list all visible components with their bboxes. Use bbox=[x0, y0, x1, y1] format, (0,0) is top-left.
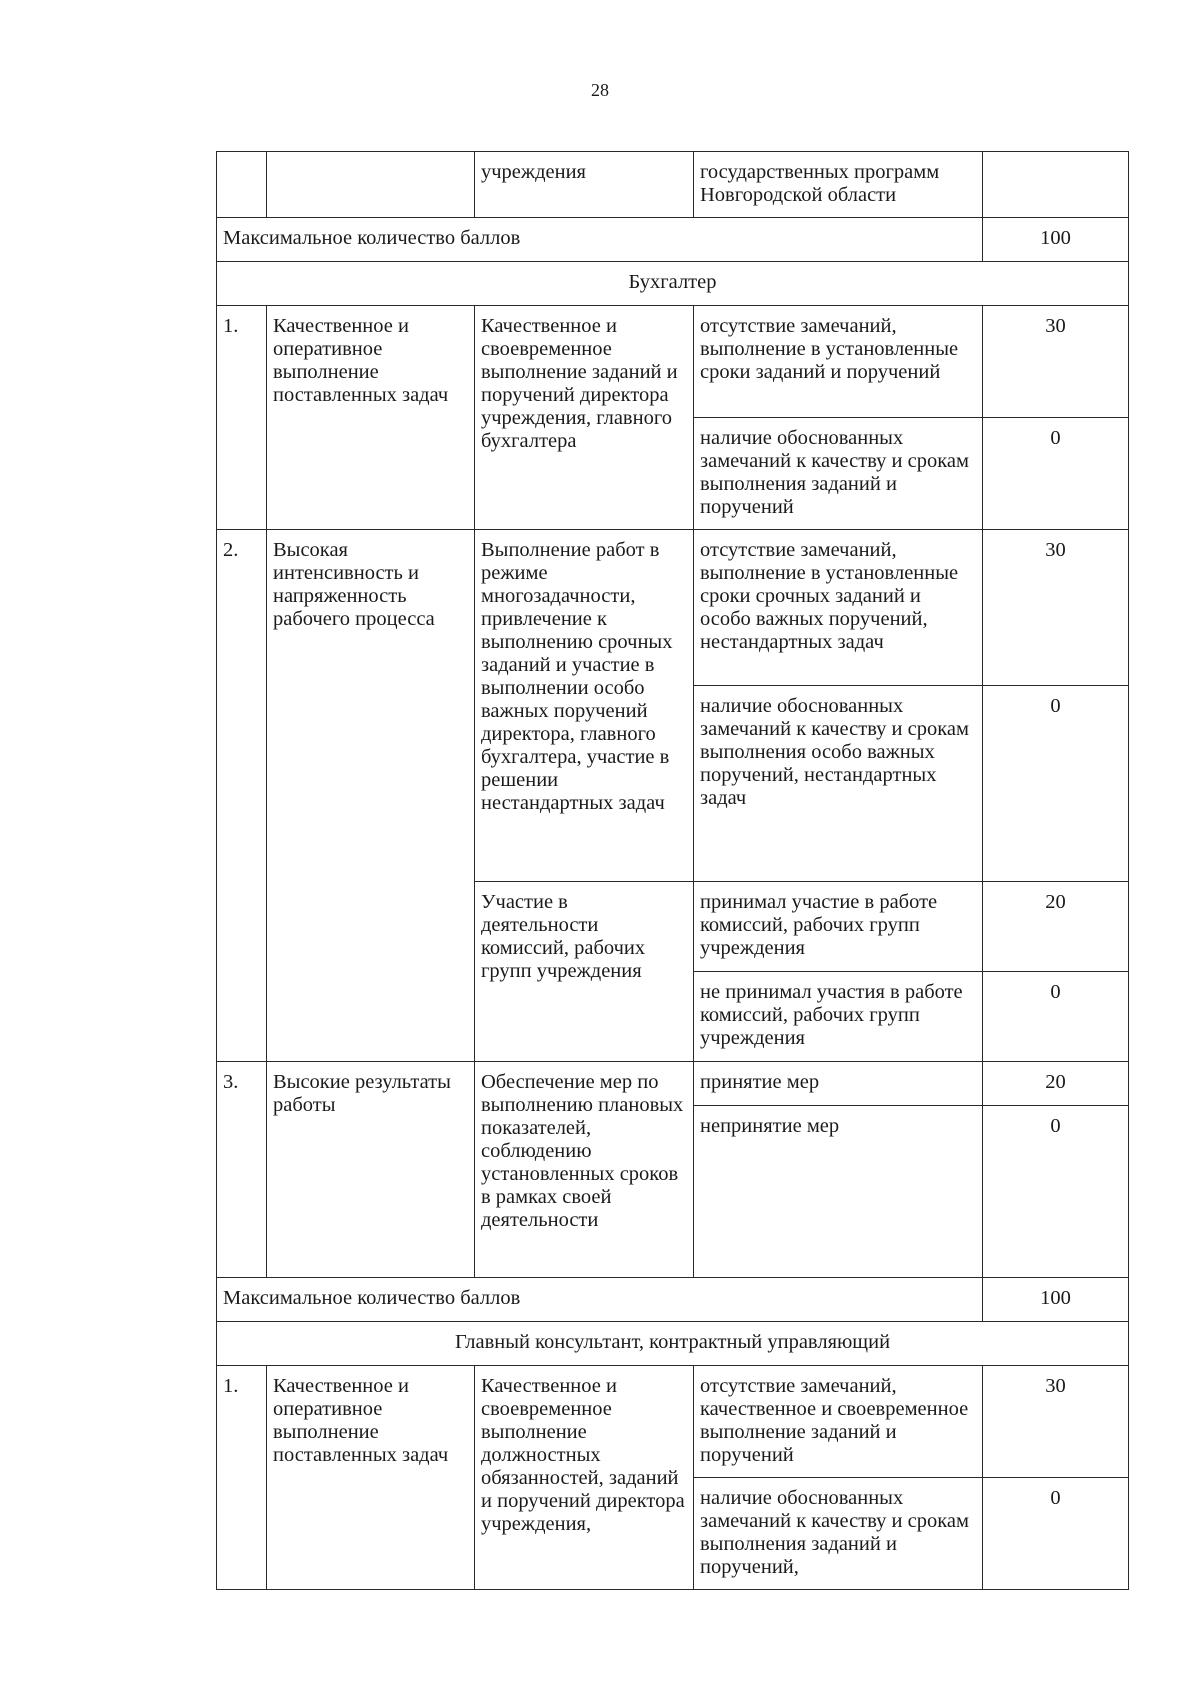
criterion-indicator: Выполнение работ в режиме многозадачности, привлечение к выполнению срочных заданий и участие в выполнении особо важных поручений директора, главного бухгалтера, участие в решении нестандартных задач bbox=[475, 530, 694, 882]
assessment-points: 20 bbox=[983, 1062, 1129, 1106]
section-header-row bbox=[217, 262, 1129, 306]
criterion-number: 2. bbox=[217, 530, 267, 1062]
table-cell: учреждения bbox=[475, 152, 694, 218]
assessment-points: 20 bbox=[983, 882, 1129, 972]
assessment-text: отсутствие замечаний, выполнение в установленные сроки срочных заданий и особо важных поручений, нестандартных задач bbox=[694, 530, 983, 686]
criteria-table bbox=[216, 151, 1129, 1590]
table-row bbox=[217, 306, 1129, 418]
criterion-name: Высокая интенсивность и напряженность рабочего процесса bbox=[267, 530, 475, 1062]
criterion-indicator: Обеспечение мер по выполнению плановых показателей, соблюдению установленных сроков в рамках своей деятельности bbox=[475, 1062, 694, 1278]
assessment-points: 30 bbox=[983, 530, 1129, 686]
assessment-points: 0 bbox=[983, 972, 1129, 1062]
assessment-text: наличие обоснованных замечаний к качеству и срокам выполнения заданий и поручений, bbox=[694, 1478, 983, 1590]
section-title: Главный консультант, контрактный управляющий bbox=[217, 1322, 1129, 1366]
assessment-points: 0 bbox=[983, 1478, 1129, 1590]
assessment-text: отсутствие замечаний, качественное и своевременное выполнение заданий и поручений bbox=[694, 1366, 983, 1478]
criterion-number: 1. bbox=[217, 306, 267, 530]
table-row bbox=[217, 1062, 1129, 1106]
table-cell: государственных программ Новгородской области bbox=[694, 152, 983, 218]
table-row bbox=[217, 1366, 1129, 1478]
criterion-number: 1. bbox=[217, 1366, 267, 1590]
assessment-text: наличие обоснованных замечаний к качеству и срокам выполнения заданий и поручений bbox=[694, 418, 983, 530]
criterion-number: 3. bbox=[217, 1062, 267, 1278]
assessment-points: 0 bbox=[983, 686, 1129, 882]
max-points-label: Максимальное количество баллов bbox=[217, 218, 983, 262]
assessment-points: 0 bbox=[983, 1106, 1129, 1278]
max-points-value: 100 bbox=[983, 218, 1129, 262]
criterion-indicator: Качественное и своевременное выполнение должностных обязанностей, заданий и поручений директора учреждения, bbox=[475, 1366, 694, 1590]
assessment-text: непринятие мер bbox=[694, 1106, 983, 1278]
assessment-points: 0 bbox=[983, 418, 1129, 530]
assessment-text: не принимал участия в работе комиссий, рабочих групп учреждения bbox=[694, 972, 983, 1062]
assessment-text: принятие мер bbox=[694, 1062, 983, 1106]
page-number: 28 bbox=[591, 80, 609, 100]
table-cell bbox=[217, 152, 267, 218]
max-points-value: 100 bbox=[983, 1278, 1129, 1322]
table-cell bbox=[267, 152, 475, 218]
assessment-points: 30 bbox=[983, 1366, 1129, 1478]
max-points-row bbox=[217, 218, 1129, 262]
criterion-name: Качественное и оперативное выполнение поставленных задач bbox=[267, 306, 475, 530]
table-row bbox=[217, 530, 1129, 686]
assessment-text: принимал участие в работе комиссий, рабочих групп учреждения bbox=[694, 882, 983, 972]
section-header-row bbox=[217, 1322, 1129, 1366]
section-title: Бухгалтер bbox=[217, 262, 1129, 306]
max-points-label: Максимальное количество баллов bbox=[217, 1278, 983, 1322]
criterion-name: Качественное и оперативное выполнение поставленных задач bbox=[267, 1366, 475, 1590]
assessment-text: наличие обоснованных замечаний к качеству и срокам выполнения особо важных поручений, нестандартных задач bbox=[694, 686, 983, 882]
max-points-row bbox=[217, 1278, 1129, 1322]
table-cell bbox=[983, 152, 1129, 218]
assessment-text: отсутствие замечаний, выполнение в установленные сроки заданий и поручений bbox=[694, 306, 983, 418]
criterion-indicator: Качественное и своевременное выполнение заданий и поручений директора учреждения, главного бухгалтера bbox=[475, 306, 694, 530]
criterion-indicator: Участие в деятельности комиссий, рабочих групп учреждения bbox=[475, 882, 694, 1062]
criterion-name: Высокие результаты работы bbox=[267, 1062, 475, 1278]
table-row bbox=[217, 152, 1129, 218]
assessment-points: 30 bbox=[983, 306, 1129, 418]
